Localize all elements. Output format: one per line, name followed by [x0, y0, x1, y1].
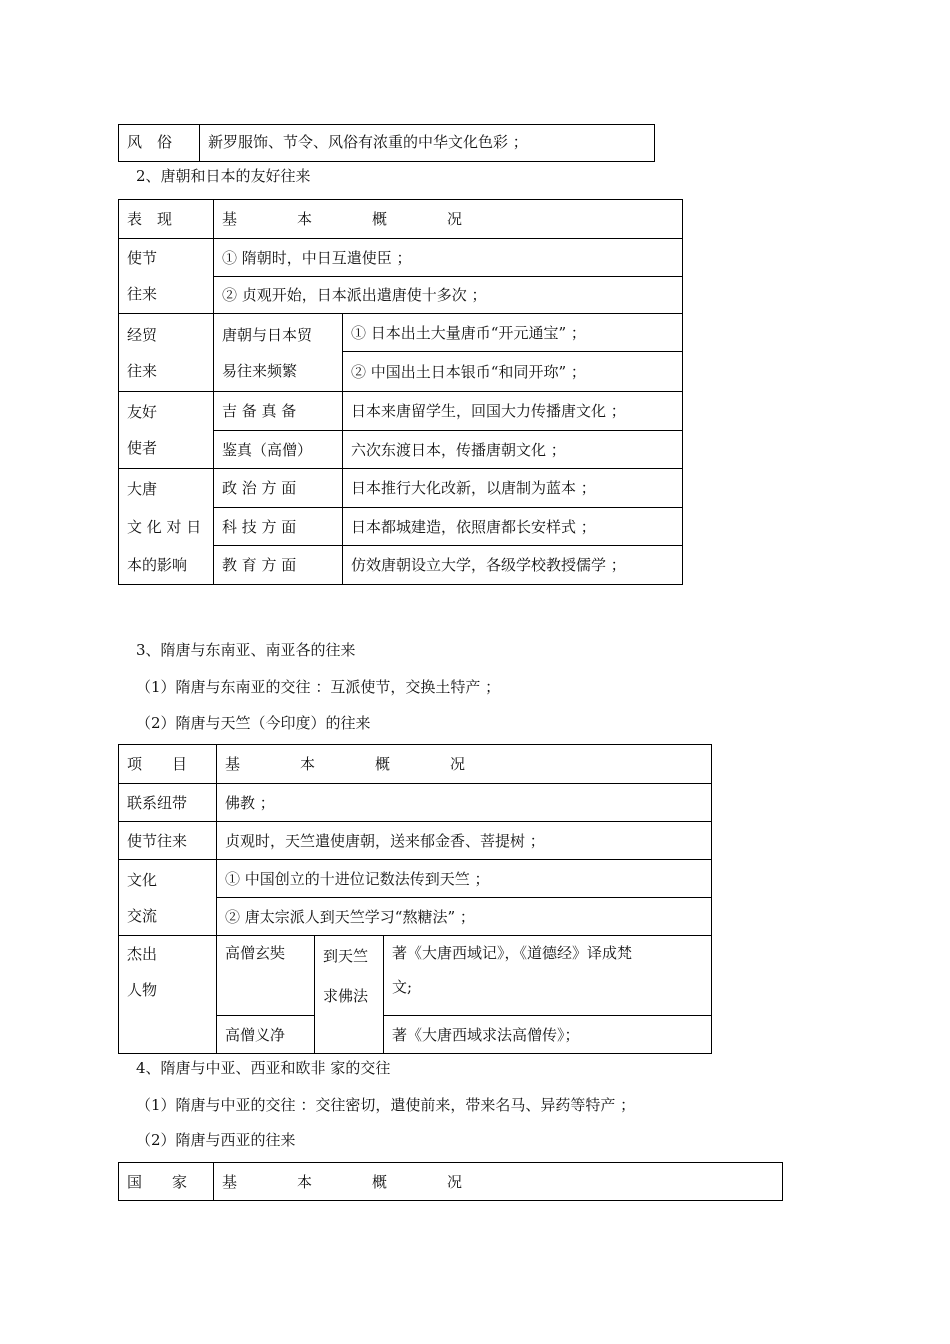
row-label-trade: 经贸 往来	[119, 314, 214, 392]
section-heading-2: 2、唐朝和日本的友好往来	[136, 167, 311, 185]
table-cell: ② 中国出土日本银币“和同开珎” ；	[343, 352, 683, 392]
table-cell-label: 风 俗	[119, 125, 200, 162]
table-cell: 政 治 方 面	[214, 469, 343, 508]
row-label-people: 杰出 人物	[119, 936, 217, 1054]
table-header-cell: 项 目	[119, 745, 217, 784]
table-cell: 贞观时，天竺遣使唐朝，送来郁金香、菩提树 ；	[217, 822, 712, 860]
table-header-cell: 表 现	[119, 200, 214, 239]
table-cell: 唐朝与日本贸 易往来频繁	[214, 314, 343, 392]
table-cell: 佛教 ；	[217, 784, 712, 822]
section-heading-3: 3、隋唐与东南亚、南亚各的往来	[136, 641, 356, 659]
table-cell: 鉴真（高僧）	[214, 431, 343, 469]
subsection-3-1: （1）隋唐与东南亚的交往 ：互派使节，交换土特产 ；	[136, 678, 501, 696]
row-label-envoy: 使节往来	[119, 822, 217, 860]
table-tang-japan	[118, 199, 683, 585]
subsection-4-2: （2）隋唐与西亚的往来	[136, 1131, 296, 1149]
table-cell-value: 新罗服饰、节令、风俗有浓重的中华文化色彩 ；	[200, 125, 655, 162]
table-tang-west-asia	[118, 1162, 783, 1201]
table-cell: 高僧义净	[217, 1016, 315, 1054]
table-cell: 日本推行大化改新，以唐制为蓝本 ；	[343, 469, 683, 508]
table-cell: 到天竺 求佛法	[315, 936, 384, 1054]
table-header-cell: 基 本 概 况	[214, 200, 683, 239]
table-header-cell: 国 家	[119, 1163, 214, 1201]
table-cell: 仿效唐朝设立大学，各级学校教授儒学 ；	[343, 546, 683, 585]
table-cell: 六次东渡日本，传播唐朝文化 ；	[343, 431, 683, 469]
table-cell: ② 唐太宗派人到天竺学习“熬糖法” ；	[217, 898, 712, 936]
table-cell: 科 技 方 面	[214, 508, 343, 546]
table-tang-india	[118, 744, 712, 1054]
row-label-influence: 大唐 文 化 对 日 本的影响	[119, 469, 214, 585]
row-label-friend: 友好 使者	[119, 392, 214, 469]
row-label-envoy: 使节 往来	[119, 239, 214, 314]
table-cell: ② 贞观开始，日本派出遣唐使十多次 ；	[214, 277, 683, 314]
table-cell: 教 育 方 面	[214, 546, 343, 585]
table-cell: 著《大唐西域求法高僧传》；	[384, 1016, 712, 1054]
table-cell: ① 日本出土大量唐币“开元通宝” ；	[343, 314, 683, 352]
table-cell: ① 隋朝时，中日互遣使臣 ；	[214, 239, 683, 277]
table-cell: 日本来唐留学生，回国大力传播唐文化 ；	[343, 392, 683, 431]
table-header-cell: 基 本 概 况	[214, 1163, 783, 1201]
table-cell: 著《大唐西域记》，《道德经》译成梵 文;	[384, 936, 712, 1016]
table-cell: 日本都城建造，依照唐都长安样式 ；	[343, 508, 683, 546]
subsection-4-1: （1）隋唐与中亚的交往 ：交往密切，遣使前来，带来名马、异药等特产 ；	[136, 1096, 636, 1114]
table-silla-customs	[118, 124, 655, 162]
row-label-bond: 联系纽带	[119, 784, 217, 822]
subsection-3-2: （2）隋唐与天竺（今印度）的往来	[136, 714, 371, 732]
table-cell: 高僧玄奘	[217, 936, 315, 1016]
table-cell: ① 中国创立的十进位记数法传到天竺 ；	[217, 860, 712, 898]
table-header-cell: 基 本 概 况	[217, 745, 712, 784]
table-cell: 吉 备 真 备	[214, 392, 343, 431]
row-label-culture: 文化 交流	[119, 860, 217, 936]
section-heading-4: 4、隋唐与中亚、西亚和欧非 家的交往	[136, 1059, 391, 1077]
